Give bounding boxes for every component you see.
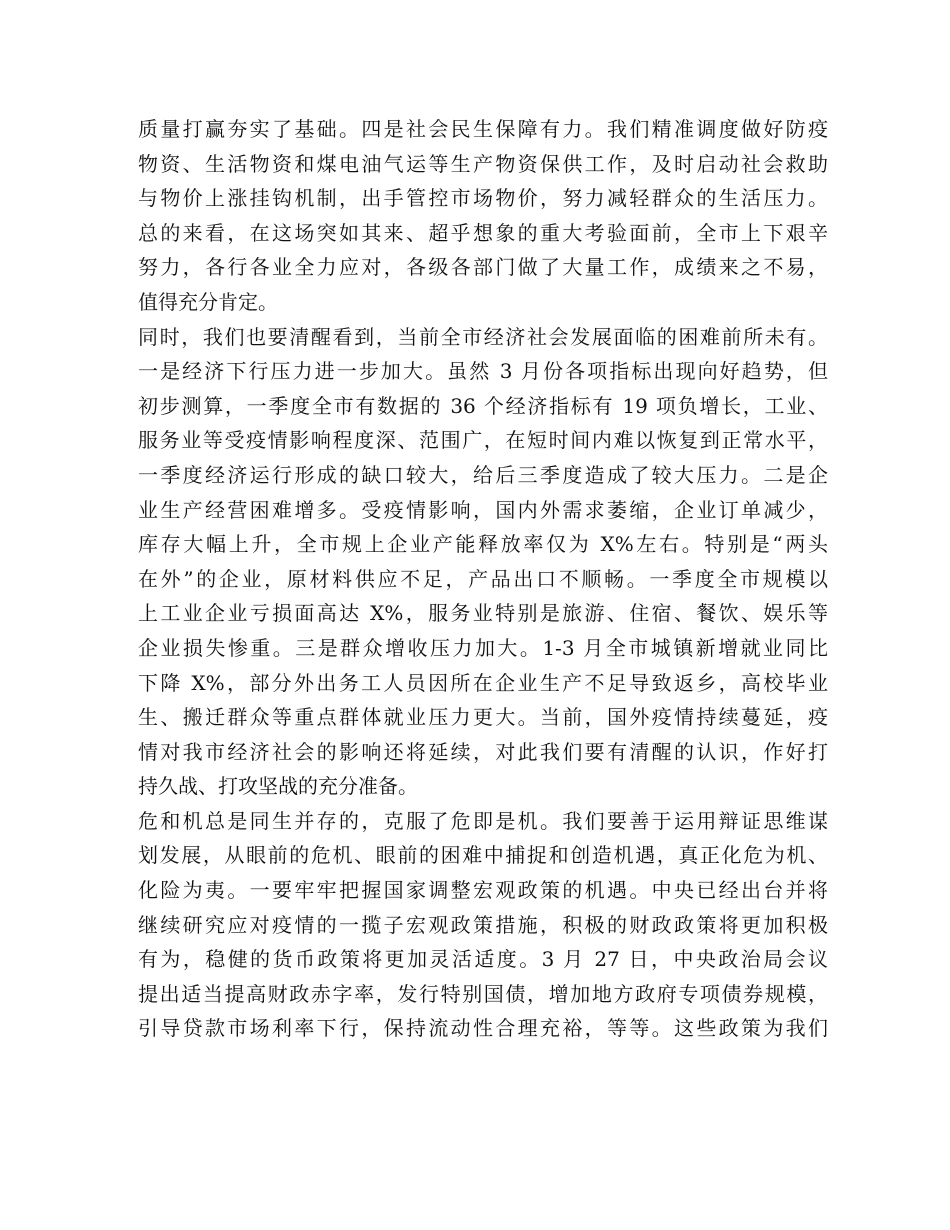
text-line: 危和机总是同生并存的，克服了危即是机。我们要善于运用辩证思维谋 (138, 808, 828, 833)
text-line: 质量打赢夯实了基础。四是社会民生保障有力。我们精准调度做好防疫 (138, 117, 828, 141)
text-line: 情对我市经济社会的影响还将延续，对此我们要有清醒的认识，作好打 (138, 739, 828, 764)
text-line: 划发展，从眼前的危机、眼前的困难中捕捉和创造机遇，真正化危为机、 (138, 843, 828, 868)
text-line: 化险为夷。一要牢牢把握国家调整宏观政策的机遇。中央已经出台并将 (138, 878, 828, 903)
text-line: 一是经济下行压力进一步加大。虽然 3 月份各项指标出现向好趋势，但 (138, 359, 828, 384)
text-line: 有为，稳健的货币政策将更加灵活适度。3 月 27 日，中央政治局会议 (138, 947, 828, 972)
text-line: 努力，各行各业全力应对，各级各部门做了大量工作，成绩来之不易， (138, 255, 828, 280)
text-line: 业生产经营困难增多。受疫情影响，国内外需求萎缩，企业订单减少， (138, 497, 828, 522)
text-line: 初步测算，一季度全市有数据的 36 个经济指标有 19 项负增长，工业、 (138, 393, 828, 418)
text-line: 企业损失惨重。三是群众增收压力加大。1-3 月全市城镇新增就业同比 (138, 635, 828, 660)
text-line: 下降 X%，部分外出务工人员因所在企业生产不足导致返乡，高校毕业 (138, 670, 828, 695)
text-line: 继续研究应对疫情的一揽子宏观政策措施，积极的财政政策将更加积极 (138, 912, 828, 937)
text-line: 库存大幅上升，全市规上企业产能释放率仅为 X%左右。特别是“两头 (138, 532, 828, 557)
text-line: 在外”的企业，原材料供应不足，产品出口不顺畅。一季度全市规模以 (138, 566, 828, 591)
text-line: 服务业等受疫情影响程度深、范围广，在短时间内难以恢复到正常水平， (138, 428, 828, 453)
text-line: 物资、生活物资和煤电油气运等生产物资保供工作，及时启动社会救助 (138, 151, 828, 176)
text-line: 生、搬迁群众等重点群体就业压力更大。当前，国外疫情持续蔓延，疫 (138, 705, 828, 730)
text-line: 提出适当提高财政赤字率，发行特别国债，增加地方政府专项债券规模， (138, 981, 828, 1006)
text-line: 一季度经济运行形成的缺口较大，给后三季度造成了较大压力。二是企 (138, 462, 828, 487)
paragraph-2 (138, 320, 828, 804)
text-line: 总的来看，在这场突如其来、超乎想象的重大考验面前，全市上下艰辛 (138, 220, 828, 245)
text-line: 引导贷款市场利率下行，保持流动性合理充裕，等等。这些政策为我们 (138, 1016, 828, 1041)
paragraph-3 (138, 804, 828, 1046)
text-line: 与物价上涨挂钩机制，出手管控市场物价，努力减轻群众的生活压力。 (138, 186, 828, 211)
text-line: 同时，我们也要清醒看到，当前全市经济社会发展面临的困难前所未有。 (138, 324, 828, 349)
text-line: 上工业企业亏损面高达 X%，服务业特别是旅游、住宿、餐饮、娱乐等 (138, 601, 828, 626)
text-line: 值得充分肯定。 (138, 289, 278, 314)
text-line: 持久战、打攻坚战的充分准备。 (138, 774, 418, 799)
paragraph-1 (138, 112, 828, 320)
document-body (138, 112, 828, 1046)
